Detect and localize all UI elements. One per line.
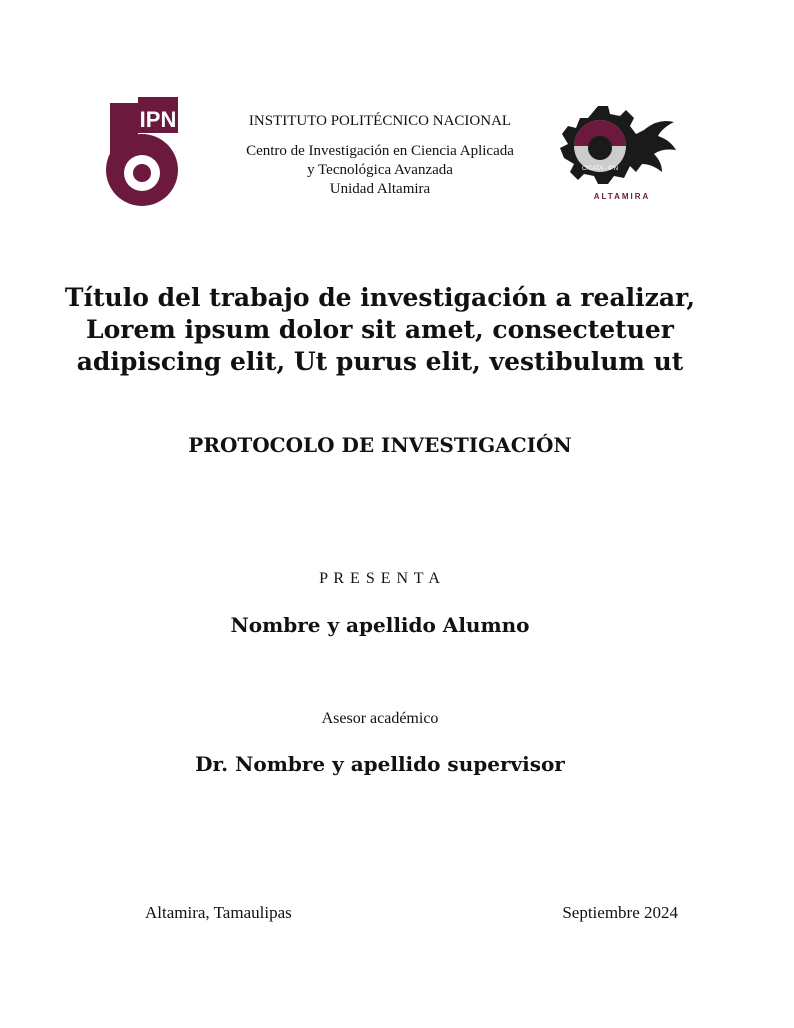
document-type: PROTOCOLO DE INVESTIGACIÓN [188,433,572,457]
center-line-2: y Tecnológica Avanzada [307,162,453,178]
cicata-caption: ALTAMIRA [593,192,651,201]
research-title [0,282,760,378]
institution-name: INSTITUTO POLITÉCNICO NACIONAL [248,113,512,129]
ipn-logo [102,95,184,211]
center-line-3: Unidad Altamira [329,181,431,197]
title-line: Título del trabajo de investigación a realizar, [64,283,696,312]
advisor-label: Asesor académico [321,710,439,727]
student-name: Nombre y apellido Alumno [230,613,530,637]
cicata-ring-text: CICATA - IPN [581,166,619,172]
presenta-label: P R E S E N T A [319,570,441,587]
center-line-1: Centro de Investigación en Ciencia Aplicada [246,143,514,159]
advisor-name: Dr. Nombre y apellido supervisor [195,752,565,776]
cicata-logo [558,100,678,202]
footer-place: Altamira, Tamaulipas [145,903,292,922]
svg-text:IPN: IPN [139,107,177,132]
title-line: Lorem ipsum dolor sit amet, consectetuer [86,315,674,344]
footer-date: Septiembre 2024 [562,903,678,922]
title-line: adipiscing elit, Ut purus elit, vestibulum ut [76,347,684,376]
